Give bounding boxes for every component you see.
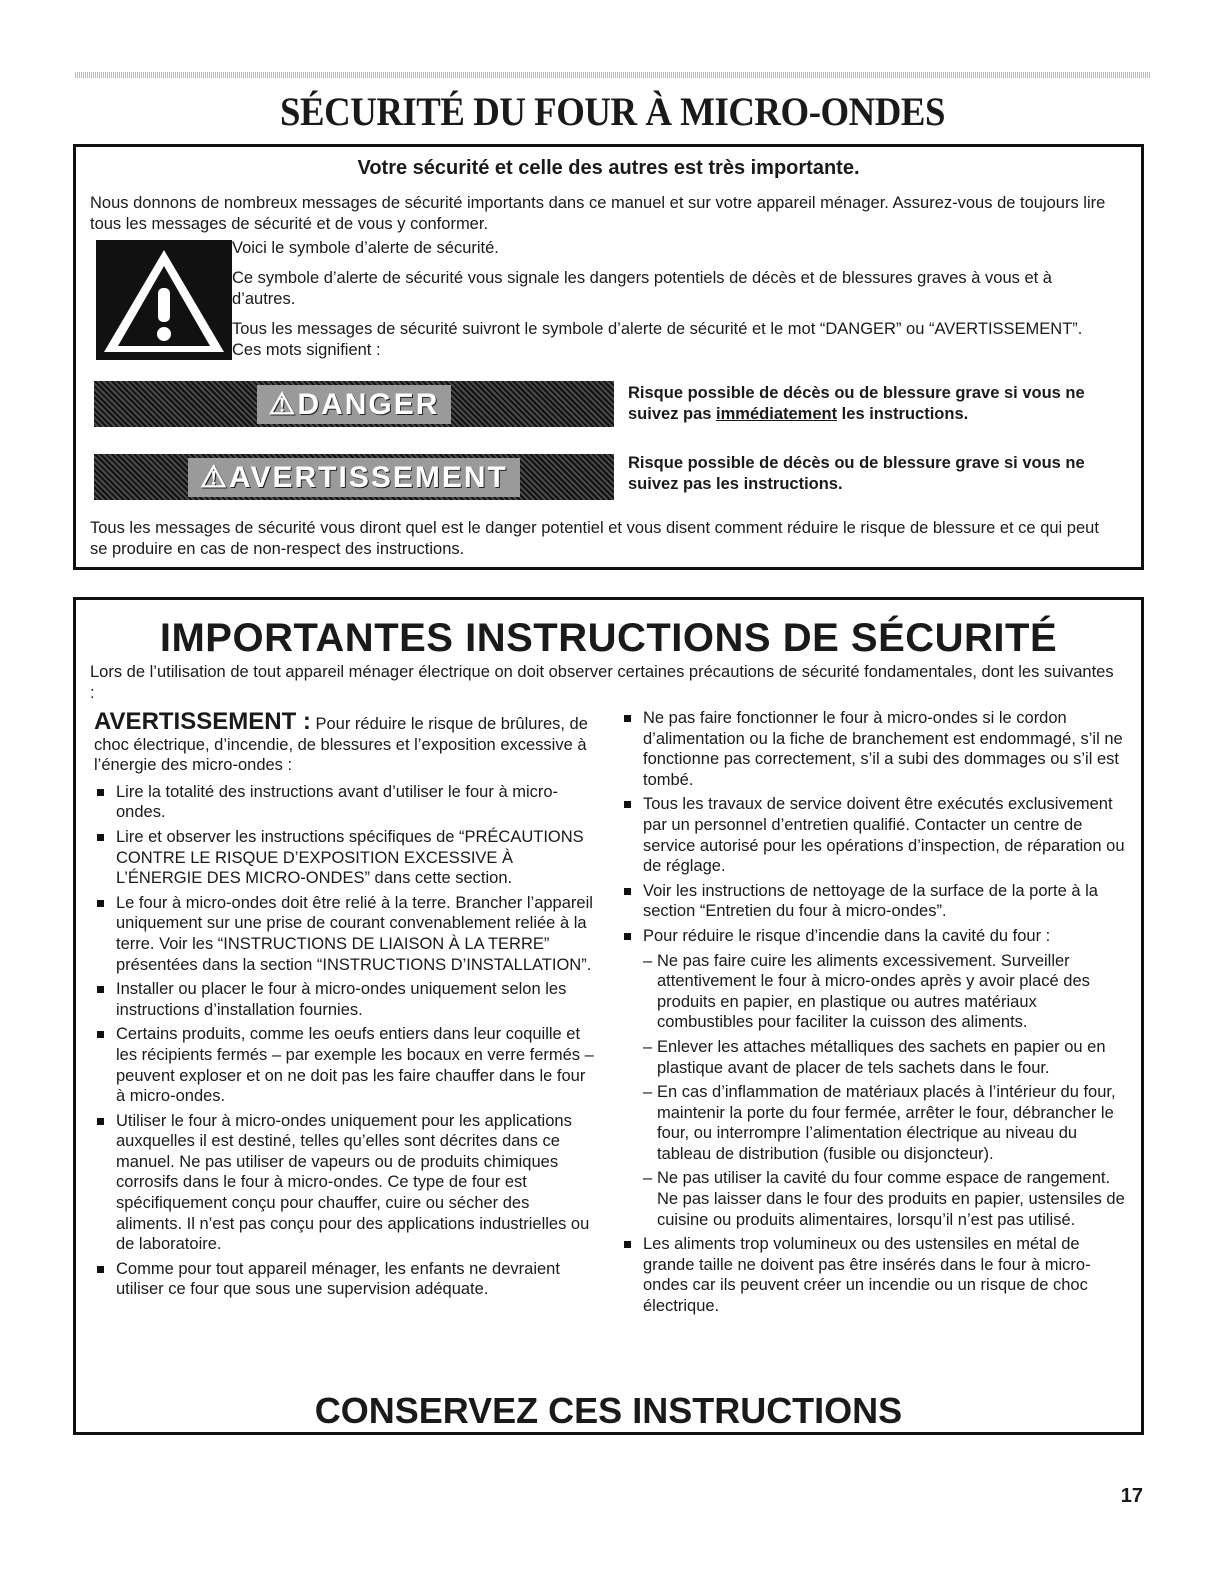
safety-alert-symbol-icon — [96, 240, 232, 360]
page-number: 17 — [1120, 1485, 1143, 1507]
sub-list-item: – En cas d’inflammation de matériaux placés à l’intérieur du four, maintenir la porte du four fermée, arrêter le four, débrancher le four, ou interrompre l’alimentation électrique au niveau du tableau de distribution (fusible ou disjoncteur). — [621, 1082, 1126, 1164]
page-title: SÉCURITÉ DU FOUR À MICRO-ONDES — [279, 89, 946, 134]
danger-description — [628, 383, 1133, 425]
symbol-line-2: Ce symbole d’alerte de sécurité vous signale les dangers potentiels de décès et de blessures graves à vous et à d’autres. — [232, 269, 1052, 308]
danger-text-a: Risque possible de décès ou de blessure grave si vous ne suivez pas — [628, 384, 1085, 423]
sub-list-item: – Ne pas faire cuire les aliments excessivement. Surveiller attentivement le four à micro-ondes après y avoir placé des produits en papier, en plastique ou autres matériaux combustibles pour faciliter la cuisson des aliments. — [621, 951, 1126, 1033]
instructions-title: IMPORTANTES INSTRUCTIONS DE SÉCURITÉ — [159, 616, 1058, 660]
instructions-box — [73, 597, 1144, 1435]
warning-paragraph — [94, 708, 594, 776]
danger-text-underlined: immédiatement — [716, 405, 838, 423]
right-list — [621, 708, 1126, 1317]
danger-banner — [94, 381, 614, 427]
left-list — [94, 782, 594, 1300]
sub-list-item: – Enlever les attaches métalliques des sachets en papier ou en plastique avant de placer de tels sachets dans le four. — [621, 1037, 1126, 1078]
warning-heading: AVERTISSEMENT : — [94, 708, 311, 735]
list-item: Certains produits, comme les oeufs entiers dans leur coquille et les récipients fermés – par exemple les bocaux en verre fermés – peuvent exploser et on ne doit pas les faire chauffer dans le four à micro-ondes. — [94, 1024, 594, 1106]
safety-intro: Nous donnons de nombreux messages de sécurité importants dans ce manuel et sur votre appareil ménager. Assurez-vous de toujours lire tous les messages de sécurité et de vous y conformer. — [90, 194, 1106, 233]
list-item: Comme pour tout appareil ménager, les enfants ne devraient utiliser ce four que sous une supervision adéquate. — [94, 1259, 594, 1300]
warning-banner — [94, 454, 614, 500]
list-item: Pour réduire le risque d’incendie dans la cavité du four : — [621, 926, 1126, 947]
danger-text-b: les instructions. — [837, 405, 969, 423]
safety-box — [73, 144, 1144, 570]
warning-text: Pour réduire le risque de brûlures, de choc électrique, d’incendie, de blessures et l’exposition excessive à l’énergie des micro-ondes : — [94, 715, 588, 775]
list-item: Voir les instructions de nettoyage de la surface de la porte à la section “Entretien du four à micro-ondes”. — [621, 881, 1126, 922]
right-column — [621, 708, 1126, 1321]
list-item: Les aliments trop volumineux ou des ustensiles en métal de grande taille ne doivent pas être insérés dans le four à micro-ondes car ils peuvent créer un incendie ou un risque de choc électrique. — [621, 1234, 1126, 1316]
sub-list-item: – Ne pas utiliser la cavité du four comme espace de rangement. Ne pas laisser dans le four des produits en papier, ustensiles de cuisine ou produits alimentaires, lorsqu’il n’est pas utilisé. — [621, 1168, 1126, 1230]
header-rule — [75, 72, 1150, 78]
list-item: Ne pas faire fonctionner le four à micro-ondes si le cordon d’alimentation ou la fiche de branchement est endommagé, s’il ne fonctionne pas correctement, s’il a subi des dommages ou s’il est tombé. — [621, 708, 1126, 790]
list-item: Tous les travaux de service doivent être exécutés exclusivement par un personnel d’entretien qualifié. Contacter un centre de service autorisé pour les opérations d’inspection, de réparation ou de réglage. — [621, 794, 1126, 876]
list-item: Lire la totalité des instructions avant d’utiliser le four à micro-ondes. — [94, 782, 594, 823]
list-item: Lire et observer les instructions spécifiques de “PRÉCAUTIONS CONTRE LE RISQUE D’EXPOSITION EXCESSIVE À L’ÉNERGIE DES MICRO-ONDES” dans cette section. — [94, 827, 594, 889]
instructions-intro: Lors de l’utilisation de tout appareil ménager électrique on doit observer certaines précautions de sécurité fondamentales, dont les suivantes : — [90, 663, 1114, 702]
warning-label: ⚠AVERTISSEMENT — [188, 458, 520, 497]
symbol-line-3: Tous les messages de sécurité suivront le symbole d’alerte de sécurité et le mot “DANGER” ou “AVERTISSEMENT”. Ces mots signifient : — [232, 320, 1083, 359]
list-item: Le four à micro-ondes doit être relié à la terre. Brancher l’appareil uniquement sur une prise de courant convenablement reliée à la terre. Voir les “INSTRUCTIONS DE LIAISON À LA TERRE” présentées dans la section “INSTRUCTIONS D’INSTALLATION”. — [94, 893, 594, 975]
safety-footer: Tous les messages de sécurité vous diront quel est le danger potentiel et vous disent comment réduire le risque de blessure et ce qui peut se produire en cas de non-respect des instructions. — [90, 519, 1099, 558]
left-column — [94, 708, 594, 1304]
list-item: Utiliser le four à micro-ondes uniquement pour les applications auxquelles il est destiné, telles qu’elles sont décrites dans ce manuel. Ne pas utiliser de vapeurs ou de produits chimiques corrosifs dans le four à micro-ondes. Ce type de four est spécifiquement conçu pour chauffer, cuire ou sécher des aliments. Il n’est pas conçu pour des applications industrielles ou de laboratoire. — [94, 1111, 594, 1255]
safety-subtitle: Votre sécurité et celle des autres est très importante. — [357, 157, 860, 179]
conserve-instructions-title: CONSERVEZ CES INSTRUCTIONS — [314, 1390, 903, 1431]
danger-label: ⚠DANGER — [257, 385, 452, 424]
list-item: Installer ou placer le four à micro-ondes uniquement selon les instructions d’installation fournies. — [94, 979, 594, 1020]
symbol-line-1: Voici le symbole d’alerte de sécurité. — [232, 239, 499, 257]
warning-description: Risque possible de décès ou de blessure grave si vous ne suivez pas les instructions. — [628, 454, 1085, 493]
